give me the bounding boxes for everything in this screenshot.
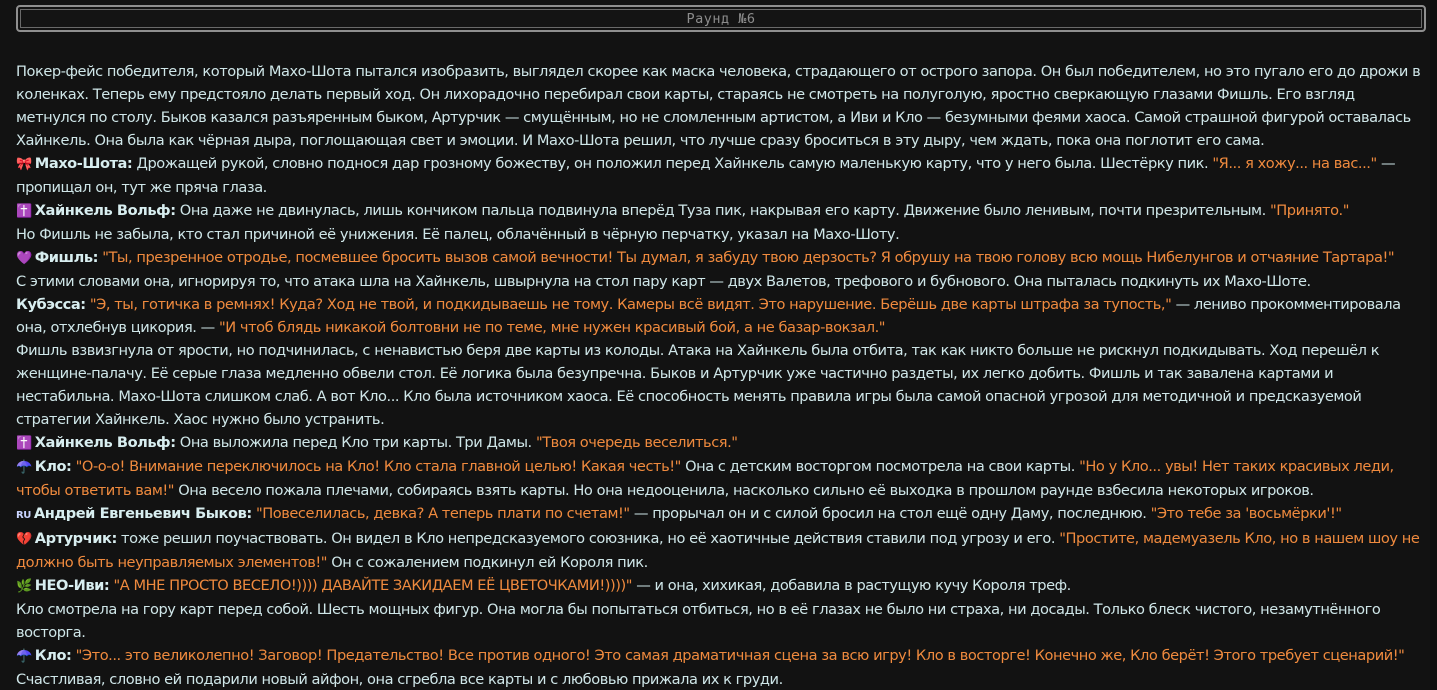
speech-quote: "О-о-о! Внимание переключилось на Кло! Кло стала главной целью! Какая честь!" <box>75 458 681 475</box>
herb-icon: 🌿 <box>16 579 32 594</box>
speech-quote: "Повеселилась, девка? А теперь плати по счетам!" <box>255 505 630 522</box>
speech-quote: "Я... я хожу... на вас..." <box>1212 155 1377 172</box>
speaker-name: НЕО-Иви: <box>34 577 110 594</box>
russia-flag-icon: RU <box>16 510 31 521</box>
speaker-name: Андрей Евгеньевич Быков: <box>33 505 252 522</box>
broken-heart-icon: 💔 <box>16 532 32 547</box>
speaker-name: Махо-Шота: <box>34 155 133 172</box>
round-title: Раунд №6 <box>686 10 756 27</box>
cross-icon: ✝️ <box>16 436 32 451</box>
umbrella-icon: ☂️ <box>16 460 32 475</box>
dialogue-line: RU Андрей Евгеньевич Быков: "Повеселилась, девка? А теперь плати по счетам!" — прорычал он и с силой бросил на стол ещё одну Даму, последнюю. "Это тебе за 'восьмёрки'!" <box>16 502 1422 527</box>
umbrella-icon: ☂️ <box>16 649 32 664</box>
dialogue-line: ✝️ Хайнкель Вольф: Она даже не двинулась, лишь кончиком пальца подвинула вперёд Туза пик, накрывая его карту. Движение было ленивым, почти презрительным. "Принято." <box>16 199 1422 223</box>
dialogue-line <box>16 644 1422 668</box>
round-header <box>16 5 1426 32</box>
speech-quote: "Э, ты, готичка в ремнях! Куда? Ход не твой, и подкидываешь не тому. Камеры всё видят. Это нарушение. Берёшь две карты штрафа за тупость," <box>89 296 1172 313</box>
scrollbar[interactable] <box>1430 0 1437 690</box>
speech-quote: "Но у Кло... увы! Нет таких красивых леди, чтобы ответить вам!" <box>16 458 1394 499</box>
speech-quote: "Простите, мадемуазель Кло, но в нашем шоу не должно быть неуправляемых элементов!" <box>16 530 1420 571</box>
speaker-name: Кубэсса: <box>16 296 86 313</box>
speaker-name: Артурчик: <box>34 530 117 547</box>
dialogue-line: ✝️ Хайнкель Вольф: Она выложила перед Кло три карты. Три Дамы. "Твоя очередь веселиться." <box>16 431 1422 455</box>
dialogue-line: 🌿 НЕО-Иви: "А МНЕ ПРОСТО ВЕСЕЛО!)))) ДАВАЙТЕ ЗАКИДАЕМ ЕЁ ЦВЕТОЧКАМИ!))))" — и она, хихикая, добавила в растущую кучу Короля треф. <box>16 574 1422 598</box>
purple-heart-icon: 💜 <box>16 251 32 266</box>
dialogue-line: Кубэсса: "Э, ты, готичка в ремнях! Куда? Ход не твой, и подкидываешь не тому. Камеры всё видят. Это нарушение. Берёшь две карты штрафа за тупость," — лениво прокомментировала она, отхлебнув цикория. — "И чтоб блядь никакой болтовни не по теме, мне нужен красивый бой, а не базар-вокзал." <box>16 296 1401 336</box>
speaker-name: Кло: <box>34 647 72 664</box>
speaker-name: Хайнкель Вольф: <box>34 434 176 451</box>
narration-paragraph: С этими словами она, игнорируя то, что атака шла на Хайнкель, швырнула на стол пару карт — двух Валетов, трефового и бубнового. Она пыталась подкинуть их Махо-Шоте. <box>16 273 1311 290</box>
speaker-name: Хайнкель Вольф: <box>34 202 176 219</box>
narration-paragraph: Но Фишль не забыла, кто стал причиной её унижения. Её палец, облачённый в чёрную перчатку, указал на Махо-Шоту. <box>16 226 900 243</box>
dialogue-line <box>16 246 1422 270</box>
speech-quote: "И чтоб блядь никакой болтовни не по теме, мне нужен красивый бой, а не базар-вокзал." <box>218 319 886 336</box>
bow-icon: 🎀 <box>16 157 32 172</box>
dialogue-line: ☂️ Кло: "О-о-о! Внимание переключилось на Кло! Кло стала главной целью! Какая честь!" Она с детским восторгом посмотрела на свои карты. "Но у Кло... увы! Нет таких красивых леди, чтобы ответить вам!" Она весело пожала плечами, собираясь взять карты. Но она недооценила, насколько сильно её выходка в прошлом раунде взбесила некоторых игроков. <box>16 458 1394 499</box>
speech-quote: "Твоя очередь веселиться." <box>535 434 738 451</box>
dialogue-line: 🎀 Махо-Шота: Дрожащей рукой, словно поднося дар грозному божеству, он положил перед Хайнкель самую маленькую карту, что у него была. Шестёрку пик. "Я... я хожу... на вас..." — пропищал он, тут же пряча глаза. <box>16 155 1396 196</box>
narration-paragraph: Покер-фейс победителя, который Махо-Шота пытался изобразить, выглядел скорее как маска человека, страдающего от острого запора. Он был победителем, но это пугало его до дрожи в коленках. Теперь ему предстояло делать первый ход. Он лихорадочно перебирал свои карты, стараясь не смотреть на полуголую, яростно сверкающую глазами Фишль. Его взгляд метнулся по столу. Быков казался разъяренным быком, Артурчик — смущённым, но не сломленным артистом, а Иви и Кло — безумными феями хаоса. Самой страшной фигурой оставалась Хайнкель. Она была как чёрная дыра, поглощающая свет и эмоции. И Махо-Шота решил, что лучше сразу броситься в эту дыру, чем ждать, пока она поглотит его сама. <box>16 63 1421 149</box>
speaker-name: Фишль: <box>34 249 98 266</box>
narration-paragraph: Фишль взвизгнула от ярости, но подчинилась, с ненавистью беря две карты из колоды. Атака на Хайнкель была отбита, так как никто больше не рискнул подкидывать. Ход перешёл к женщине-палачу. Её серые глаза медленно обвели стол. Её логика была безупречна. Быков и Артурчик уже частично раздеты, их легко добить. Фишль и так завалена картами и нестабильна. Махо-Шота слишком слаб. А вот Кло... Кло была источником хаоса. Её способность менять правила игры была самой опасной угрозой для методичной и предсказуемой стратегии Хайнкель. Хаос нужно было устранить. <box>16 342 1380 428</box>
speaker-name: Кло: <box>34 458 72 475</box>
speech-quote: "Ты, презренное отродье, посмевшее бросить вызов самой вечности! Ты думал, я забуду твою дерзость? Я обрушу на твою голову всю мощь Нибелунгов и отчаяние Тартара!" <box>102 249 1395 266</box>
speech-quote: "А МНЕ ПРОСТО ВЕСЕЛО!)))) ДАВАЙТЕ ЗАКИДАЕМ ЕЁ ЦВЕТОЧКАМИ!))))" <box>113 577 632 594</box>
cross-icon: ✝️ <box>16 204 32 219</box>
speech-quote: "Это тебе за 'восьмёрки'!" <box>1150 505 1342 522</box>
narration-paragraph: Кло смотрела на гору карт перед собой. Шесть мощных фигур. Она могла бы попытаться отбиться, но в её глазах не было ни страха, ни досады. Только блеск чистого, незамутнённого восторга. <box>16 601 1381 641</box>
story-text <box>16 60 1422 690</box>
narration-paragraph: Счастливая, словно ей подарили новый айфон, она сгребла все карты и с любовью прижала их к груди. <box>16 671 783 688</box>
speech-quote: "Принято." <box>1269 202 1350 219</box>
dialogue-line: 💔 Артурчик: тоже решил поучаствовать. Он видел в Кло непредсказуемого союзника, но её хаотичные действия ставили под угрозу и его. "Простите, мадемуазель Кло, но в нашем шоу не должно быть неуправляемых элементов!" Он с сожалением подкинул ей Короля пик. <box>16 530 1420 571</box>
speech-quote: "Это... это великолепно! Заговор! Предательство! Все против одного! Это самая драматичная сцена за всю игру! Кло в восторге! Конечно же, Кло берёт! Этого требует сценарий!" <box>75 647 1405 664</box>
